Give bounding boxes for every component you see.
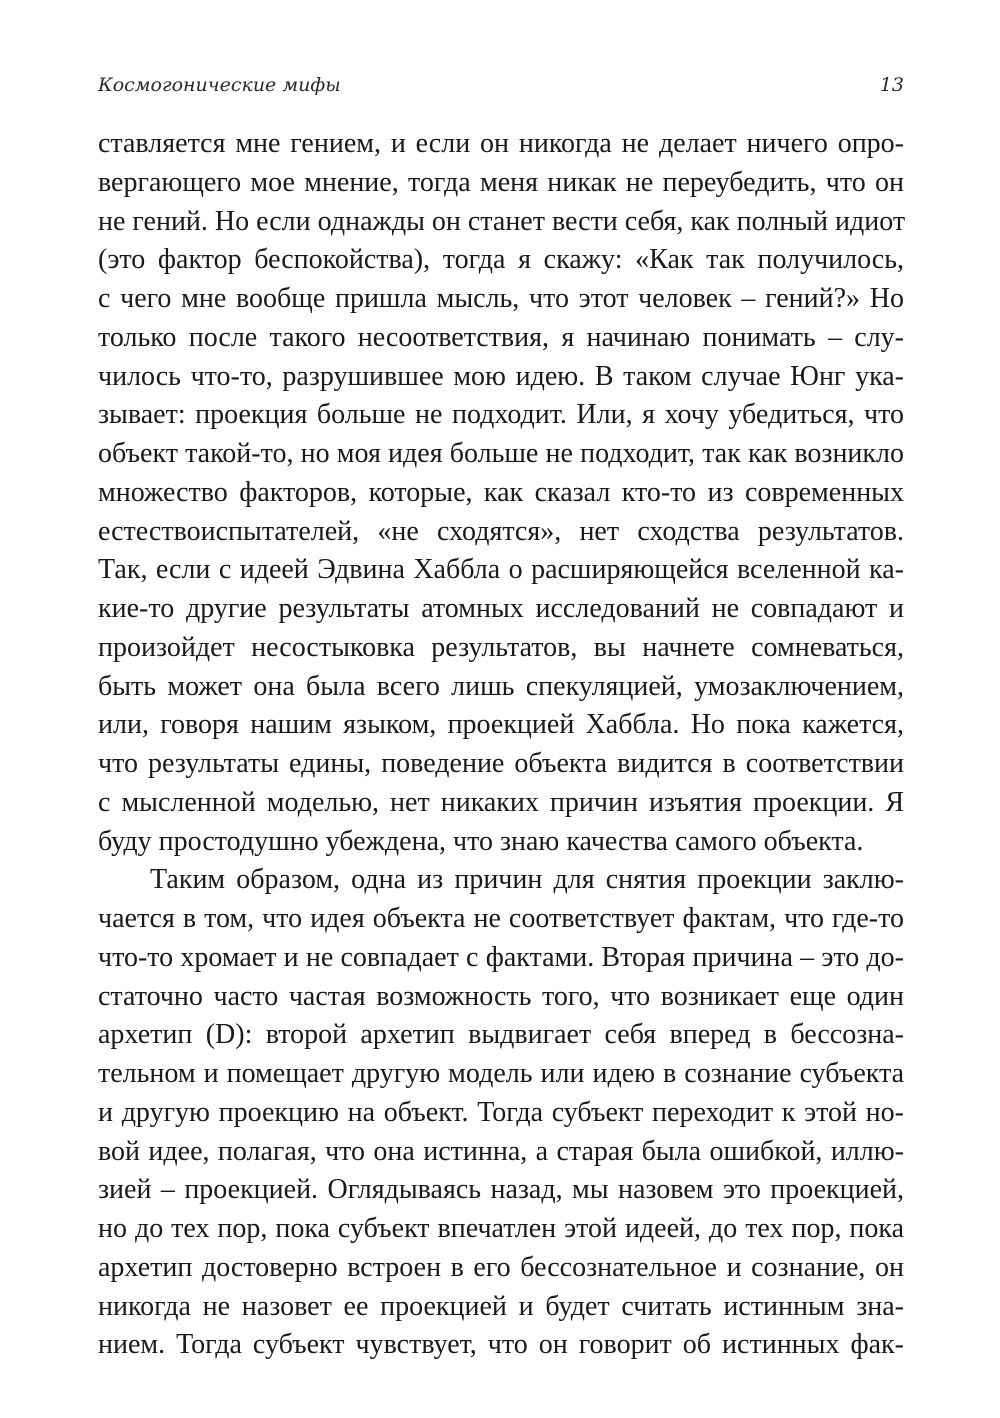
- text-line: зывает: проекция больше не подходит. Или, я хочу убедиться, что: [98, 399, 904, 431]
- text-line: архетип (D): второй архетип выдвигает себя вперед в бессозна-: [98, 1019, 904, 1051]
- text-line: кие-то другие результаты атомных исследований не совпадают и: [98, 593, 904, 624]
- text-line: объект такой-то, но моя идея больше не подходит, так как возникло: [98, 438, 904, 469]
- text-line: с мысленной моделью, нет никаких причин изъятия проекции. Я: [98, 786, 904, 818]
- text-line: (это фактор беспокойства), тогда я скажу: «Как так получилось,: [98, 244, 904, 276]
- text-line: что-то хромает и не совпадает с фактами. Вторая причина – это до-: [98, 941, 904, 973]
- text-line: быть может она была всего лишь спекуляцией, умозаключением,: [98, 670, 904, 702]
- text-line: но до тех пор, пока субъект впечатлен этой идеей, до тех пор, пока: [98, 1213, 904, 1244]
- text-line: вергающего мое мнение, тогда меня никак не переубедить, что он: [98, 166, 904, 198]
- text-line: зией – проекцией. Оглядываясь назад, мы назовем это проекцией,: [98, 1174, 904, 1206]
- page-number: 13: [879, 74, 904, 96]
- paragraph-first-line: Таким образом, одна из причин для снятия проекции заклю-: [150, 864, 904, 896]
- text-line: произойдет несостыковка результатов, вы начнете сомневаться,: [98, 631, 904, 663]
- text-line: ставляется мне гением, и если он никогда не делает ничего опро-: [98, 128, 904, 159]
- text-line: не гений. Но если однажды он станет вести себя, как полный идиот: [98, 205, 906, 237]
- body-text: [98, 125, 904, 1365]
- text-line: архетип достоверно встроен в его бессознательное и сознание, он: [98, 1251, 904, 1283]
- paragraph-last-line: буду простодушно убеждена, что знаю качества самого объекта.: [98, 825, 864, 857]
- text-line: статочно часто частая возможность того, что возникает еще один: [98, 980, 904, 1012]
- running-header: [98, 74, 904, 104]
- text-line: или, говоря нашим языком, проекцией Хаббла. Но пока кажется,: [98, 709, 904, 741]
- text-line: вой идее, полагая, что она истинна, а старая была ошибкой, иллю-: [98, 1135, 904, 1167]
- text-line: и другую проекцию на объект. Тогда субъект переходит к этой но-: [98, 1096, 904, 1128]
- text-line: Так, если с идеей Эдвина Хаббла о расширяющейся вселенной ка-: [98, 554, 904, 586]
- text-line: множество факторов, которые, как сказал кто-то из современных: [98, 476, 904, 508]
- text-line: нием. Тогда субъект чувствует, что он говорит об истинных фак-: [98, 1329, 904, 1361]
- text-line: естествоиспытателей, «не сходятся», нет сходства результатов.: [98, 515, 904, 547]
- text-line: с чего мне вообще пришла мысль, что этот человек – гений?» Но: [98, 283, 904, 314]
- text-line: никогда не назовет ее проекцией и будет считать истинным зна-: [98, 1290, 904, 1322]
- running-title: Космогонические мифы: [98, 74, 341, 96]
- text-line: что результаты едины, поведение объекта видится в соответствии: [98, 748, 904, 779]
- text-line: тельном и помещает другую модель или идею в сознание субъекта: [98, 1058, 904, 1089]
- text-line: чается в том, что идея объекта не соответствует фактам, что где-то: [98, 903, 904, 934]
- text-line: чилось что-то, разрушившее мою идею. В таком случае Юнг ука-: [98, 360, 904, 392]
- text-line: только после такого несоответствия, я начинаю понимать – слу-: [98, 321, 904, 353]
